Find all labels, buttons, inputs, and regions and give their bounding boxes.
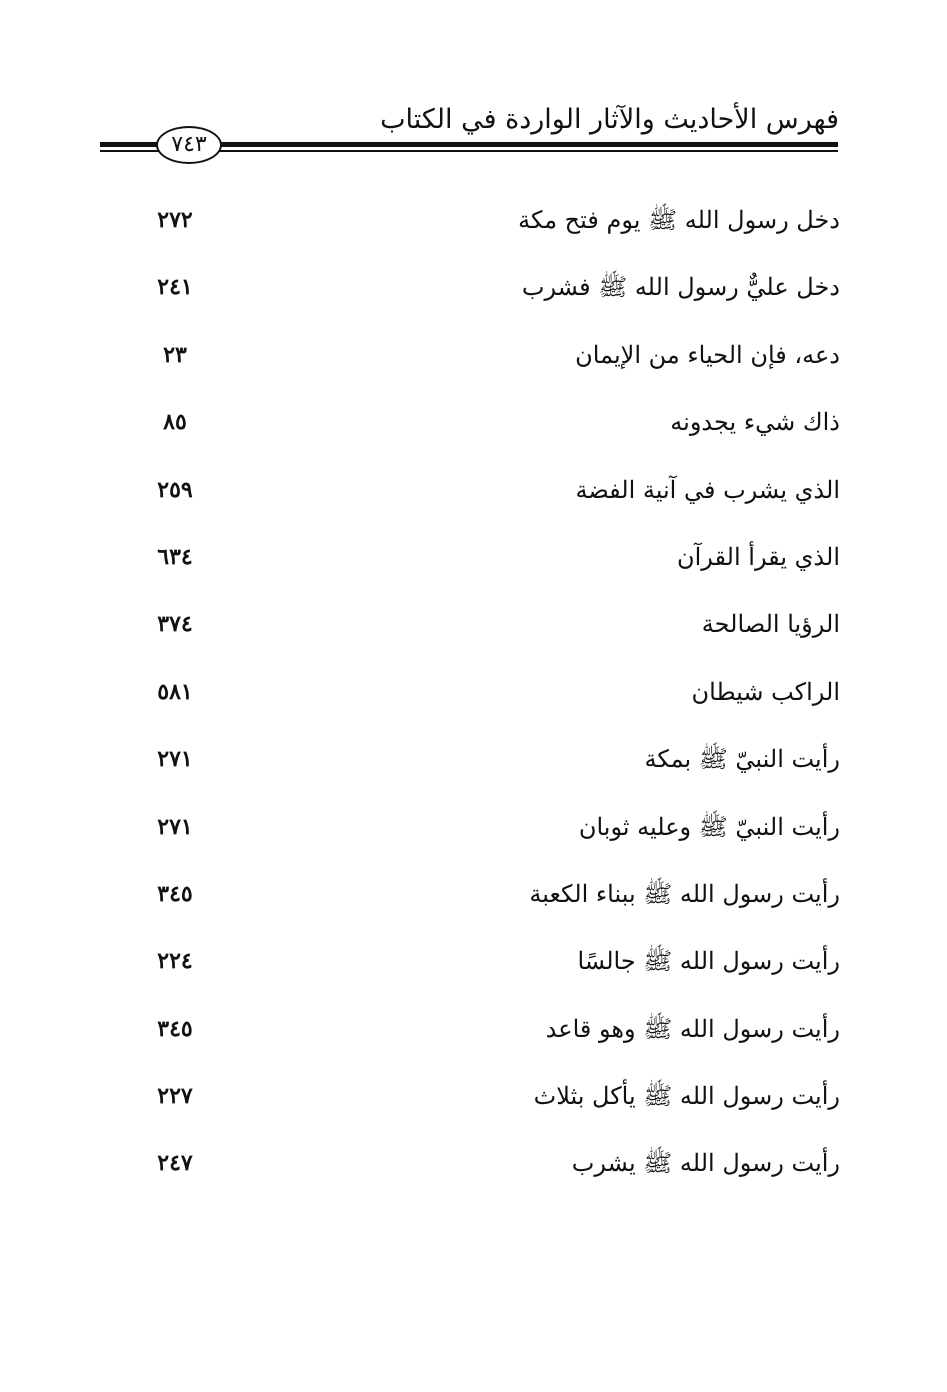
index-entry [100,1074,840,1141]
index-entry [100,400,840,467]
entry-text: الذي يشرب في آنية الفضة [575,475,840,504]
index-entry [100,805,840,872]
entry-text: رأيت رسول الله ﷺ ببناء الكعبة [529,879,840,908]
entry-text: رأيت رسول الله ﷺ يأكل بثلاث [533,1082,840,1111]
index-entry [100,670,840,737]
entry-text: الرؤيا الصالحة [701,610,840,639]
entry-page-number: ٥٨١ [157,678,193,705]
index-entry [100,1007,840,1074]
entry-page-number: ٢٧١ [157,813,193,840]
entry-page-number: ٣٤٥ [157,880,193,907]
entry-text: رأيت رسول الله ﷺ وهو قاعد [545,1014,840,1043]
entry-page-number: ٣٤٥ [157,1015,193,1042]
index-entry [100,1141,840,1208]
entry-text: الذي يقرأ القرآن [676,542,840,571]
entry-text: رأيت رسول الله ﷺ جالسًا [577,947,840,976]
entry-text: رأيت النبيّ ﷺ وعليه ثوبان [578,812,840,841]
entry-page-number: ٢٧٢ [157,207,193,233]
index-entry [100,737,840,804]
index-list [100,198,840,1209]
entry-page-number: ٢٣ [163,341,187,368]
entry-page-number: ٢٤٧ [157,1150,193,1177]
entry-text: الراكب شيطان [691,677,840,706]
index-entry [100,872,840,939]
index-entry [100,265,840,332]
entry-text: دخل رسول الله ﷺ يوم فتح مكة [518,206,840,234]
page-title: فهرس الأحاديث والآثار الواردة في الكتاب [380,104,839,135]
index-entry [100,535,840,602]
index-entry [100,939,840,1006]
index-entry [100,198,840,265]
index-entry [100,468,840,535]
entry-page-number: ٢٢٧ [157,1083,193,1110]
entry-page-number: ٨٥ [163,409,187,436]
entry-text: ذاك شيء يجدونه [670,408,840,437]
entry-text: رأيت النبيّ ﷺ بمكة [644,745,840,774]
page-number-badge: ٧٤٣ [156,126,222,164]
index-entry [100,602,840,669]
entry-page-number: ٢٢٤ [157,948,193,975]
entry-page-number: ٦٣٤ [157,543,193,570]
entry-page-number: ٣٧٤ [157,611,193,638]
entry-text: دخل عليٌّ رسول الله ﷺ فشرب [521,273,840,302]
entry-text: دعه، فإن الحياء من الإيمان [575,340,840,369]
index-entry [100,333,840,400]
entry-text: رأيت رسول الله ﷺ يشرب [571,1149,840,1178]
entry-page-number: ٢٧١ [157,746,193,773]
entry-page-number: ٢٤١ [157,274,193,301]
entry-page-number: ٢٥٩ [157,476,193,503]
